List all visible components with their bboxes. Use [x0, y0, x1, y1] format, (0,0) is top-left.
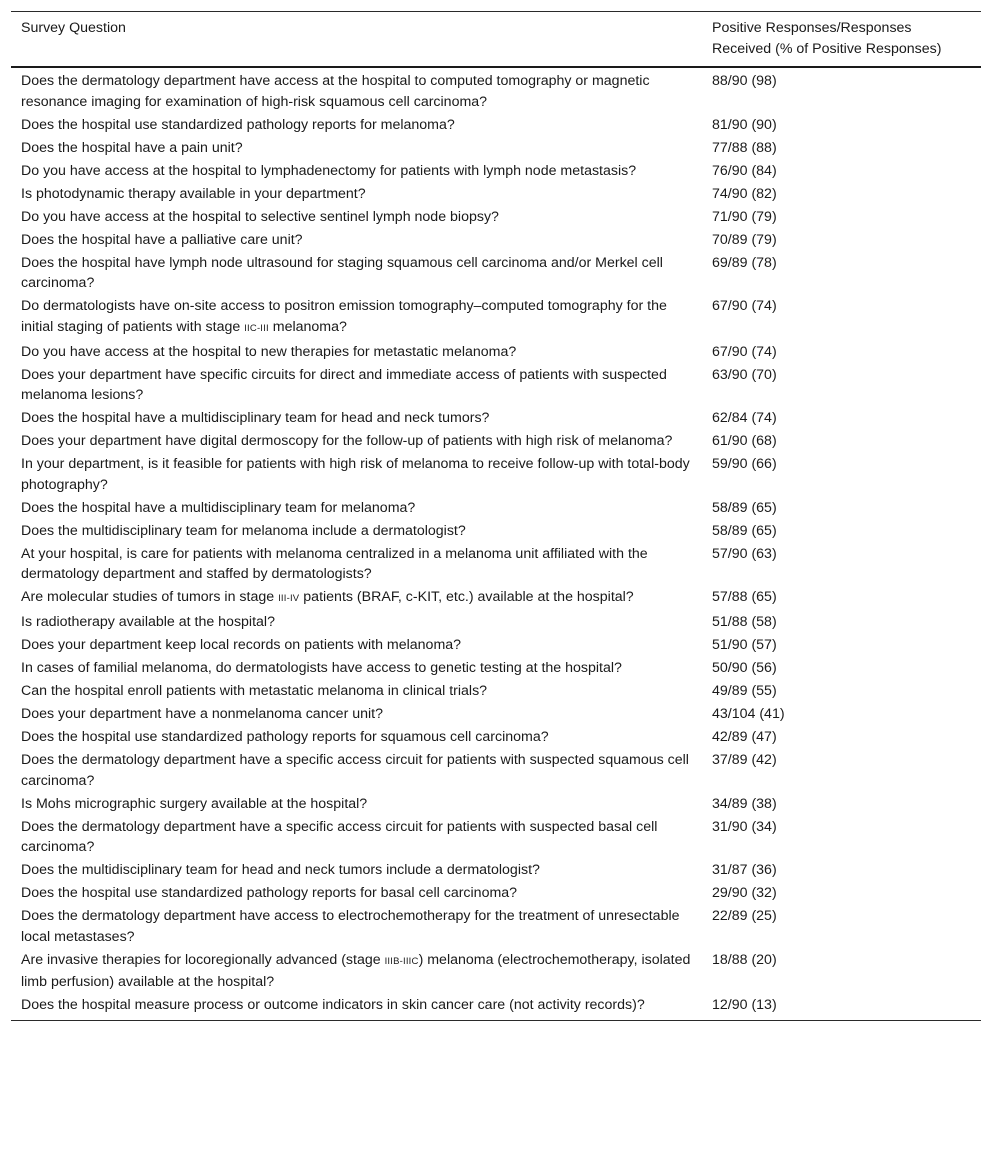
- response-result-cell: 51/88 (58): [712, 614, 777, 630]
- survey-question-cell: At your hospital, is care for patients with melanoma centralized in a melanoma unit affiliated with the dermatology department and staffed by dermatologists?: [21, 545, 648, 582]
- survey-question-cell: Does the hospital use standardized pathology reports for squamous cell carcinoma?: [21, 729, 549, 745]
- survey-question-cell: [11, 949, 702, 995]
- survey-question-cell: Does the multidisciplinary team for head and neck tumors include a dermatologist?: [21, 862, 540, 878]
- survey-question-cell: [11, 295, 702, 341]
- table-row: [11, 793, 981, 816]
- survey-question-cell: Does the hospital have a palliative care unit?: [21, 231, 303, 248]
- survey-question-cell: Can the hospital enroll patients with metastatic melanoma in clinical trials?: [21, 683, 488, 699]
- table-row: [11, 137, 981, 160]
- survey-question-cell: Does the dermatology department have access at the hospital to computed tomography or magnetic resonance imaging for examination of high-risk squamous cell carcinoma?: [21, 73, 650, 110]
- response-result-cell: 34/89 (38): [712, 795, 777, 812]
- survey-table-container: [11, 11, 981, 1021]
- table-row: [11, 520, 981, 543]
- table-row: [11, 497, 981, 520]
- survey-question-cell: Do you have access at the hospital to lymphadenectomy for patients with lymph node metastasis?: [21, 162, 637, 179]
- survey-question-cell: Does the hospital use standardized pathology reports for melanoma?: [21, 116, 455, 133]
- question-text: melanoma?: [268, 318, 347, 335]
- table-row: [11, 364, 981, 408]
- response-result-cell: 74/90 (82): [712, 185, 777, 202]
- response-result-cell: 67/90 (74): [712, 343, 777, 360]
- response-result-cell: 12/90 (13): [702, 994, 981, 1020]
- table-row: [11, 252, 981, 296]
- response-result-cell: 31/87 (36): [712, 862, 777, 878]
- survey-question-cell: Does your department keep local records on patients with melanoma?: [21, 637, 462, 653]
- survey-question-cell: Does the dermatology department have a specific access circuit for patients with suspected squamous cell carcinoma?: [21, 752, 689, 789]
- table-row: [11, 206, 981, 229]
- table-row: [11, 586, 981, 611]
- question-text: Do dermatologists have on-site access to positron emission tomography–computed tomography for the initial staging of patients with stage: [21, 298, 667, 335]
- question-text: patients (BRAF, c-KIT, etc.) available at the hospital?: [299, 589, 634, 605]
- table-row: [11, 611, 981, 634]
- table-row: [11, 882, 981, 905]
- table-row: [11, 160, 981, 183]
- header-row: [11, 12, 981, 68]
- response-result-cell: 57/88 (65): [712, 589, 777, 605]
- survey-question-cell: [11, 586, 702, 611]
- response-result-cell: 58/89 (65): [712, 499, 777, 516]
- response-result-cell: 70/89 (79): [712, 231, 777, 248]
- response-result-cell: 57/90 (63): [712, 545, 777, 562]
- survey-question-cell: Does your department have specific circuits for direct and immediate access of patients with suspected melanoma lesions?: [21, 366, 667, 403]
- survey-question-cell: Does the dermatology department have access to electrochemotherapy for the treatment of unresectable local metastases?: [21, 908, 680, 945]
- survey-question-cell: Does the dermatology department have a specific access circuit for patients with suspected basal cell carcinoma?: [21, 818, 658, 855]
- table-row: [11, 680, 981, 703]
- survey-question-cell: Does the hospital have a multidisciplinary team for head and neck tumors?: [21, 410, 490, 426]
- survey-question-cell: Does the hospital measure process or outcome indicators in skin cancer care (not activity records)?: [11, 994, 702, 1020]
- question-text: Are molecular studies of tumors in stage: [21, 589, 279, 605]
- response-result-cell: 37/89 (42): [712, 752, 777, 768]
- question-text: ) melanoma (electrochemotherapy, isolated limb perfusion) available at the hospital?: [21, 951, 691, 990]
- table-header: [11, 12, 981, 68]
- stage-label: IIIB-IIIC: [384, 955, 419, 967]
- response-result-cell: 58/89 (65): [712, 522, 777, 539]
- response-result-cell: 22/89 (25): [712, 908, 777, 924]
- table-row: [11, 114, 981, 137]
- survey-question-cell: Does your department have digital dermoscopy for the follow-up of patients with high risk of melanoma?: [21, 433, 673, 449]
- survey-question-cell: Is radiotherapy available at the hospital?: [21, 614, 275, 630]
- survey-question-cell: Is photodynamic therapy available in your department?: [21, 185, 366, 202]
- response-result-cell: 18/88 (20): [712, 951, 777, 968]
- response-result-cell: 63/90 (70): [712, 366, 777, 383]
- survey-question-cell: Does the hospital have a pain unit?: [21, 139, 243, 156]
- response-result-cell: 71/90 (79): [712, 208, 777, 225]
- table-row: [11, 341, 981, 364]
- response-result-cell: 43/104 (41): [712, 706, 785, 722]
- response-result-cell: 76/90 (84): [712, 162, 777, 179]
- table-row: [11, 657, 981, 680]
- table-row: [11, 407, 981, 430]
- header-positive-responses: Positive Responses/Responses Received (% of Positive Responses): [702, 12, 981, 68]
- table-row: [11, 543, 981, 587]
- stage-label: III-IV: [278, 593, 300, 604]
- response-result-cell: 88/90 (98): [712, 73, 777, 89]
- survey-question-cell: Do you have access at the hospital to new therapies for metastatic melanoma?: [21, 343, 517, 360]
- response-result-cell: 81/90 (90): [712, 116, 777, 133]
- survey-question-cell: Do you have access at the hospital to selective sentinel lymph node biopsy?: [21, 208, 499, 225]
- table-row: [11, 859, 981, 882]
- response-result-cell: 62/84 (74): [712, 410, 777, 426]
- survey-question-cell: Does the hospital have a multidisciplinary team for melanoma?: [21, 499, 416, 516]
- survey-question-cell: In your department, is it feasible for patients with high risk of melanoma to receive follow-up with total-body photography?: [21, 456, 690, 493]
- table-row: [11, 726, 981, 749]
- response-result-cell: 69/89 (78): [712, 254, 777, 271]
- table-row: [11, 634, 981, 657]
- response-result-cell: 61/90 (68): [712, 433, 777, 449]
- response-result-cell: 42/89 (47): [712, 729, 777, 745]
- survey-question-cell: Does your department have a nonmelanoma cancer unit?: [21, 706, 383, 722]
- response-result-cell: 67/90 (74): [712, 298, 777, 314]
- survey-question-cell: Does the hospital have lymph node ultrasound for staging squamous cell carcinoma and/or Merkel cell carcinoma?: [21, 254, 663, 291]
- header-survey-question: Survey Question: [11, 12, 702, 68]
- question-text: Are invasive therapies for locoregionally advanced (stage: [21, 951, 385, 968]
- response-result-cell: 50/90 (56): [712, 660, 777, 676]
- table-body: [11, 67, 981, 1020]
- survey-question-cell: Is Mohs micrographic surgery available at the hospital?: [21, 795, 368, 812]
- table-row: [11, 229, 981, 252]
- table-row: [11, 67, 981, 114]
- table-row: [11, 816, 981, 860]
- survey-question-cell: In cases of familial melanoma, do dermatologists have access to genetic testing at the hospital?: [21, 660, 622, 676]
- survey-question-cell: Does the hospital use standardized pathology reports for basal cell carcinoma?: [21, 885, 518, 901]
- table-row: [11, 994, 981, 1020]
- table-row: [11, 453, 981, 497]
- response-result-cell: 29/90 (32): [712, 885, 777, 901]
- response-result-cell: 49/89 (55): [712, 683, 777, 699]
- table-row: [11, 949, 981, 995]
- response-result-cell: 59/90 (66): [712, 456, 777, 472]
- stage-label: IIC-III: [244, 322, 269, 334]
- survey-table: [11, 11, 981, 1021]
- table-row: [11, 295, 981, 341]
- table-row: [11, 749, 981, 793]
- table-row: [11, 430, 981, 453]
- survey-question-cell: Does the multidisciplinary team for melanoma include a dermatologist?: [21, 522, 466, 539]
- table-row: [11, 703, 981, 726]
- table-row: [11, 183, 981, 206]
- response-result-cell: 77/88 (88): [712, 139, 777, 156]
- response-result-cell: 51/90 (57): [712, 637, 777, 653]
- response-result-cell: 31/90 (34): [712, 818, 777, 835]
- table-row: [11, 905, 981, 949]
